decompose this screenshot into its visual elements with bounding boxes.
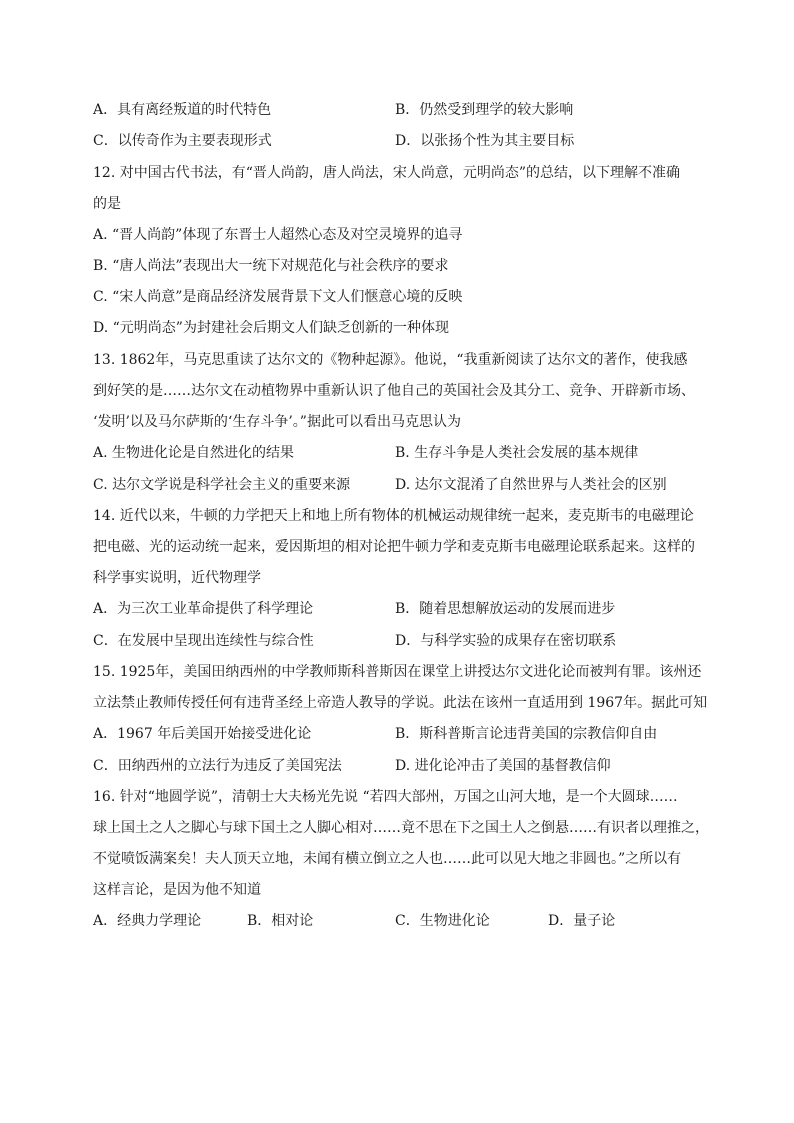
q13-option-b: B. 生存斗争是人类社会发展的基本规律 — [395, 445, 639, 461]
q14-stem-line-2: 把电磁、光的运动统一起来，爱因斯坦的相对论把牛顿力学和麦克斯韦电磁理论联系起来。这样的 — [93, 539, 695, 555]
q15-option-a: A．1967 年后美国开始接受进化论 — [93, 726, 312, 742]
q11-option-a: A．具有离经叛道的时代特色 — [93, 102, 272, 118]
q11-option-d: D．以张扬个性为其主要目标 — [395, 133, 575, 149]
q15-option-d: D. 进化论冲击了美国的基督教信仰 — [395, 758, 611, 774]
q14-stem-line-3: 科学事实说明，近代物理学 — [93, 570, 261, 586]
q16-option-d: D．量子论 — [548, 913, 616, 929]
q13-stem-line-3: ‘发明’以及马尔萨斯的‘生存斗争’。”据此可以看出马克思认为 — [93, 414, 461, 430]
q12-option-a: A. “晋人尚韵”体现了东晋士人超然心态及对空灵境界的追寻 — [93, 227, 463, 243]
q16-stem-line-1: 16. 针对“地圆学说”，清朝士大夫杨光先说 “若四大部州，万国之山河大地，是一个大圆球…… — [93, 789, 678, 805]
q15-option-b: B．斯科普斯言论违背美国的宗教信仰自由 — [395, 726, 658, 742]
q16-option-c: C．生物进化论 — [395, 913, 490, 929]
q13-option-d: D. 达尔文混淆了自然世界与人类社会的区别 — [395, 477, 667, 493]
q12-stem-line-1: 12. 对中国古代书法，有“晋人尚韵，唐人尚法，宋人尚意，元明尚态”的总结，以下理解不准确 — [93, 165, 681, 181]
q14-option-c: C．在发展中呈现出连续性与综合性 — [93, 633, 314, 649]
q15-stem-line-1: 15. 1925年，美国田纳西州的中学教师斯科普斯因在课堂上讲授达尔文进化论而被判有罪。该州还 — [93, 664, 702, 680]
q15-stem-line-2: 立法禁止教师传授任何有违背圣经上帝造人教导的学说。此法在该州一直适用到 1967年。据此可知 — [93, 695, 708, 711]
q16-stem-line-4: 这样言论，是因为他不知道 — [93, 882, 261, 898]
q13-option-a: A. 生物进化论是自然进化的结果 — [93, 445, 295, 461]
q12-option-d: D. “元明尚态”为封建社会后期文人们缺乏创新的一种体现 — [93, 320, 449, 336]
q13-stem-line-1: 13. 1862年，马克思重读了达尔文的《物种起源》。他说，“我重新阅读了达尔文的著作，使我感 — [93, 352, 688, 368]
q14-option-b: B．随着思想解放运动的发展而进步 — [395, 601, 616, 617]
q11-option-b: B．仍然受到理学的较大影响 — [395, 102, 574, 118]
q12-stem-line-2: 的是 — [93, 196, 121, 212]
q14-option-d: D．与科学实验的成果存在密切联系 — [395, 633, 617, 649]
q13-stem-line-2: 到好笑的是……达尔文在动植物界中重新认识了他自己的英国社会及其分工、竞争、开辟新市场、 — [93, 383, 695, 399]
q16-stem-line-2: 球上国土之人之脚心与球下国土之人脚心相对……竟不思在下之国土人之倒悬……有识者以理推之， — [93, 820, 709, 836]
q13-option-c: C. 达尔文学说是科学社会主义的重要来源 — [93, 477, 351, 493]
q16-option-a: A．经典力学理论 — [93, 913, 202, 929]
q12-option-c: C. “宋人尚意”是商品经济发展背景下文人们惬意心境的反映 — [93, 289, 463, 305]
q12-option-b: B. “唐人尚法”表现出大一统下对规范化与社会秩序的要求 — [93, 258, 449, 274]
q11-option-c: C．以传奇作为主要表现形式 — [93, 133, 272, 149]
q14-stem-line-1: 14. 近代以来，牛顿的力学把天上和地上所有物体的机械运动规律统一起来，麦克斯韦的电磁理论 — [93, 508, 694, 524]
q15-option-c: C．田纳西州的立法行为违反了美国宪法 — [93, 758, 342, 774]
q16-stem-line-3: 不觉喷饭满案矣！夫人顶天立地，未闻有横立倒立之人也……此可以见大地之非圆也。”之所以有 — [93, 851, 682, 867]
q16-option-b: B．相对论 — [247, 913, 314, 929]
q14-option-a: A．为三次工业革命提供了科学理论 — [93, 601, 314, 617]
